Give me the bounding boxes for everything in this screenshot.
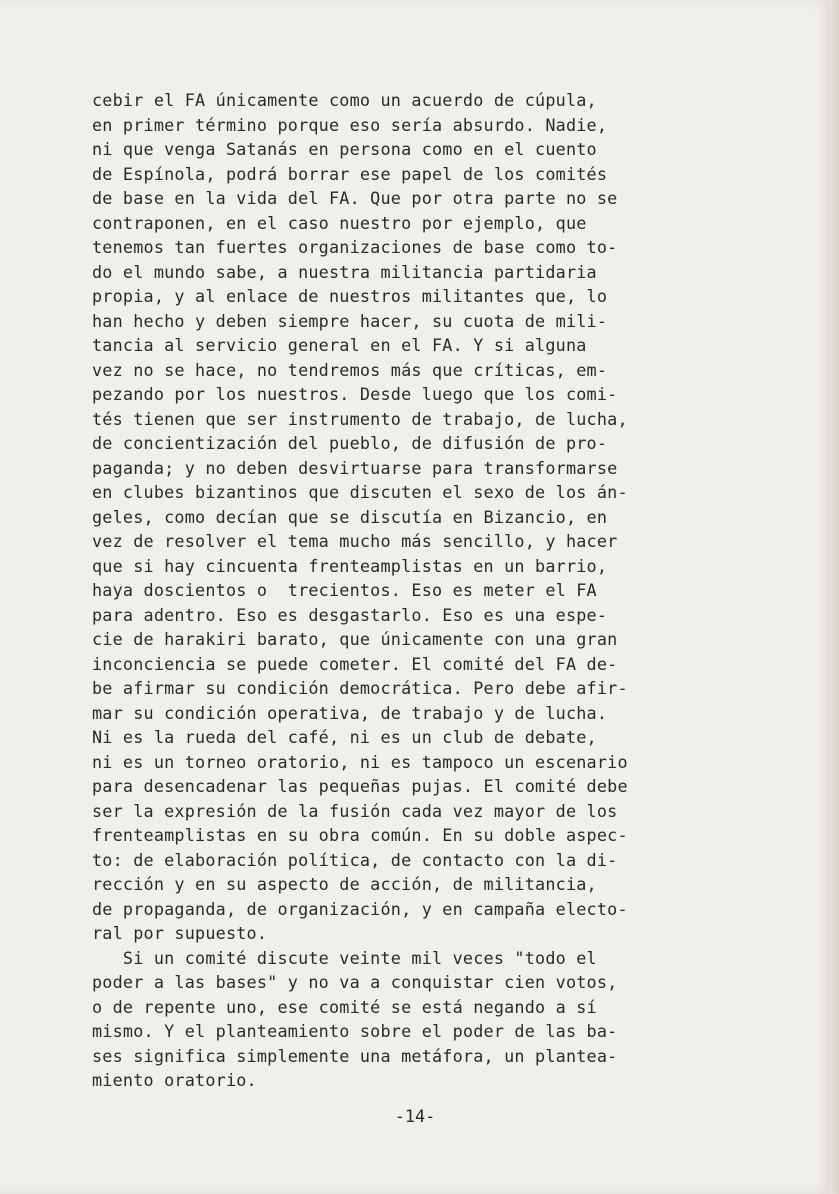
text-line: de base en la vida del FA. Que por otra parte no se (92, 188, 618, 208)
text-line: cie de harakiri barato, que únicamente con una gran (92, 629, 618, 649)
text-line: para desencadenar las pequeñas pujas. El comité debe (92, 776, 628, 796)
text-line: de Espínola, podrá borrar ese papel de los comités (92, 163, 608, 184)
text-line: geles, como decían que se discutía en Bizancio, en (92, 506, 608, 527)
text-line: propia, y al enlace de nuestros militantes que, lo (92, 286, 608, 306)
text-line: poder a las bases" y no va a conquistar cien votos, (92, 972, 618, 992)
text-line: vez no se hace, no tendremos más que críticas, em- (92, 359, 608, 380)
body-text (92, 88, 732, 1093)
text-line: de concientización del pueblo, de difusión de pro- (92, 433, 608, 453)
text-line: cebir el FA únicamente como un acuerdo de cúpula, (92, 90, 597, 110)
text-line: Ni es la rueda del café, ni es un club de debate, (92, 727, 597, 747)
page-number: -14- (394, 1106, 436, 1126)
text-line: que si hay cincuenta frenteamplistas en un barrio, (92, 555, 608, 576)
text-line: inconciencia se puede cometer. El comité del FA de- (92, 653, 618, 674)
text-line: vez de resolver el tema mucho más sencillo, y hacer (92, 531, 618, 551)
text-line: en primer término porque eso sería absurdo. Nadie, (92, 114, 608, 135)
text-line: ser la expresión de la fusión cada vez mayor de los (92, 800, 618, 821)
text-line: para adentro. Eso es desgastarlo. Eso es una espe- (92, 604, 608, 625)
text-line: en clubes bizantinos que discuten el sexo de los án- (92, 482, 628, 502)
text-line: de propaganda, de organización, y en campaña electo- (92, 898, 628, 919)
text-line: tenemos tan fuertes organizaciones de base como to- (92, 237, 618, 257)
text-line: tancia al servicio general en el FA. Y si alguna (92, 335, 587, 355)
text-line: be afirmar su condición democrática. Pero debe afir- (92, 678, 628, 698)
text-line: frenteamplistas en su obra común. En su doble aspec- (92, 825, 628, 845)
text-line: mar su condición operativa, de trabajo y de lucha. (92, 702, 608, 723)
text-line: rección y en su aspecto de acción, de militancia, (92, 874, 597, 894)
text-line: haya doscientos o trecientos. Eso es meter el FA (92, 580, 597, 600)
text-line: ral por supuesto. (92, 923, 268, 943)
text-line: ni que venga Satanás en persona como en el cuento (92, 139, 597, 159)
text-line: contraponen, en el caso nuestro por ejemplo, que (92, 212, 587, 233)
text-line: ni es un torneo oratorio, ni es tampoco un escenario (92, 751, 628, 772)
text-line: tés tienen que ser instrumento de trabajo, de lucha, (92, 408, 628, 429)
text-line: to: de elaboración política, de contacto con la di- (92, 849, 618, 870)
text-line: miento oratorio. (92, 1070, 257, 1090)
text-line: do el mundo sabe, a nuestra militancia partidaria (92, 261, 597, 282)
text-line: mismo. Y el planteamiento sobre el poder de las ba- (92, 1021, 618, 1041)
page-edge (830, 0, 839, 1194)
text-line: pezando por los nuestros. Desde luego que los comi- (92, 384, 618, 404)
text-line: paganda; y no deben desvirtuarse para transformarse (92, 457, 618, 478)
text-line: Si un comité discute veinte mil veces "todo el (92, 947, 597, 968)
text-line: o de repente uno, ese comité se está negando a sí (92, 996, 597, 1017)
text-line: han hecho y deben siempre hacer, su cuota de mili- (92, 310, 608, 331)
text-line: ses significa simplemente una metáfora, un plantea- (92, 1045, 618, 1066)
